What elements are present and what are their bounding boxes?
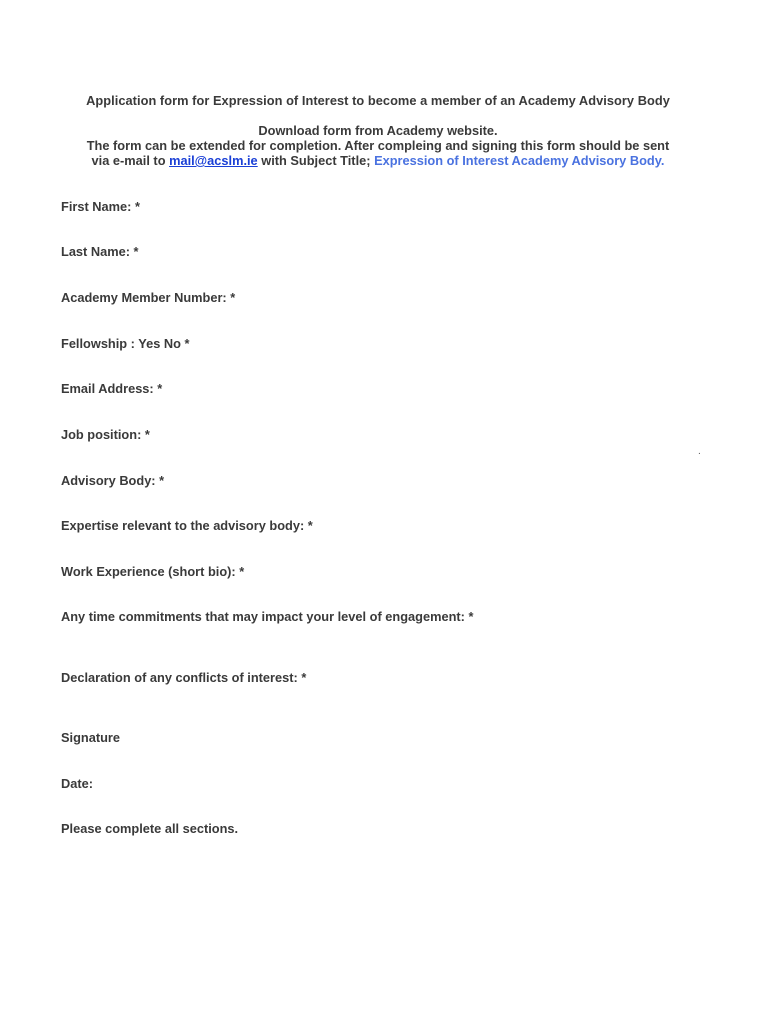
field-last-name: Last Name: * xyxy=(61,244,139,259)
field-work-experience: Work Experience (short bio): * xyxy=(61,564,245,579)
stray-mark: . xyxy=(698,446,701,457)
field-job-position: Job position: * xyxy=(61,427,150,442)
email-line xyxy=(0,153,756,168)
instructions-line: The form can be extended for completion. After compleing and signing this form should be sent xyxy=(86,138,670,153)
field-expertise: Expertise relevant to the advisory body: * xyxy=(61,518,313,533)
field-time-commitments: Any time commitments that may impact your level of engagement: * xyxy=(61,609,474,624)
field-conflicts-of-interest: Declaration of any conflicts of interest: * xyxy=(61,670,307,685)
field-email-address: Email Address: * xyxy=(61,381,163,396)
completion-note: Please complete all sections. xyxy=(61,821,239,836)
field-advisory-body: Advisory Body: * xyxy=(61,473,165,488)
email-prefix: via e-mail to xyxy=(91,153,170,168)
field-member-number: Academy Member Number: * xyxy=(61,290,236,305)
field-signature: Signature xyxy=(61,730,121,745)
download-line: Download form from Academy website. xyxy=(258,123,498,138)
field-date: Date: xyxy=(61,776,93,791)
field-fellowship: Fellowship : Yes No * xyxy=(61,336,190,351)
email-link[interactable]: mail@acslm.ie xyxy=(169,153,258,168)
form-instructions xyxy=(0,123,756,168)
email-middle: with Subject Title; xyxy=(257,153,375,168)
form-title: Application form for Expression of Interest to become a member of an Academy Advisory Body xyxy=(86,93,670,108)
subject-title: Expression of Interest Academy Advisory Body. xyxy=(374,153,665,168)
field-first-name: First Name: * xyxy=(61,199,140,214)
